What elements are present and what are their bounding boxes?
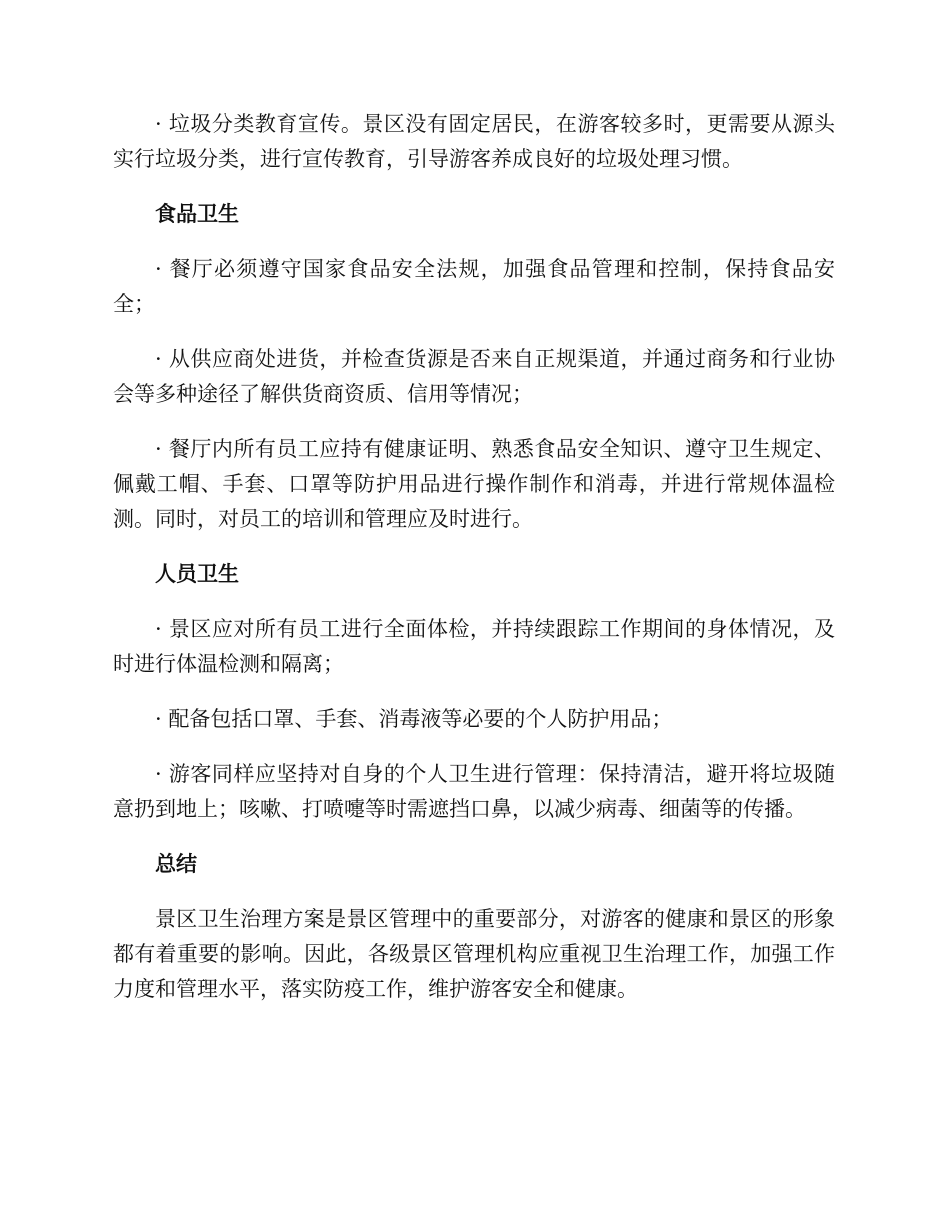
paragraph: · 景区应对所有员工进行全面体检，并持续跟踪工作期间的身体情况，及时进行体温检测和隔离； — [113, 617, 835, 676]
paragraph: · 游客同样应坚持对自身的个人卫生进行管理：保持清洁，避开将垃圾随意扔到地上；咳嗽、打喷嚏等时需遮挡口鼻，以减少病毒、细菌等的传播。 — [113, 762, 835, 821]
paragraph: · 餐厅内所有员工应持有健康证明、熟悉食品安全知识、遵守卫生规定、佩戴工帽、手套、口罩等防护用品进行操作制作和消毒，并进行常规体温检测。同时，对员工的培训和管理应及时进行。 — [113, 437, 835, 531]
paragraph: 景区卫生治理方案是景区管理中的重要部分，对游客的健康和景区的形象都有着重要的影响。因此，各级景区管理机构应重视卫生治理工作，加强工作力度和管理水平，落实防疫工作，维护游客安全和健康。 — [113, 907, 835, 1001]
section-summary — [113, 847, 835, 1007]
paragraph: · 从供应商处进货，并检查货源是否来自正规渠道，并通过商务和行业协会等多种途径了解供货商资质、信用等情况； — [113, 347, 835, 406]
section-heading: 食品卫生 — [155, 202, 239, 226]
paragraph-waste-education: · 垃圾分类教育宣传。景区没有固定居民，在游客较多时，更需要从源头实行垃圾分类，进行宣传教育，引导游客养成良好的垃圾处理习惯。 — [113, 112, 835, 171]
paragraph: · 配备包括口罩、手套、消毒液等必要的个人防护用品； — [155, 707, 673, 731]
section-food-hygiene — [113, 197, 835, 537]
section-heading: 总结 — [155, 852, 197, 876]
section-personnel-hygiene — [113, 557, 835, 827]
section-heading: 人员卫生 — [155, 562, 239, 586]
paragraph: · 餐厅必须遵守国家食品安全法规，加强食品管理和控制，保持食品安全； — [113, 257, 835, 316]
document-page — [113, 107, 835, 1027]
